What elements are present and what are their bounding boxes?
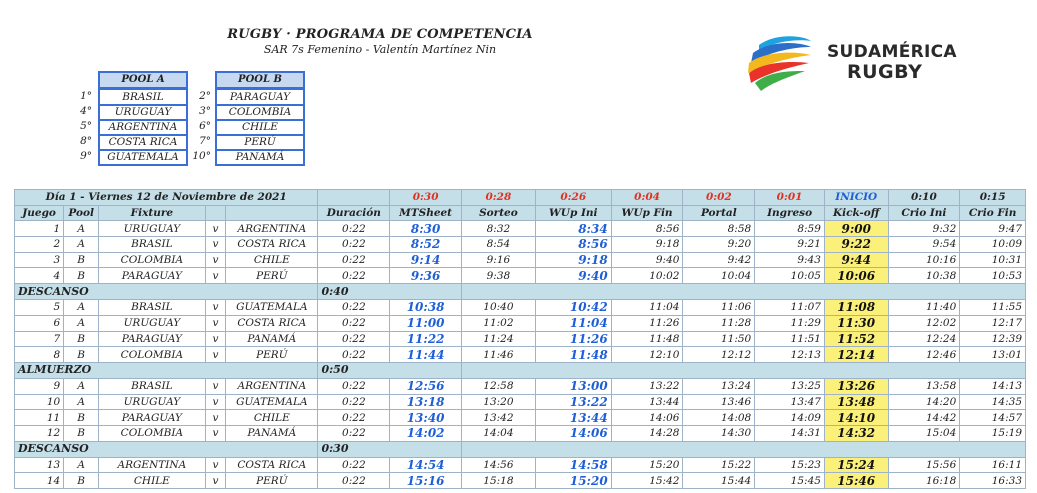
wup-ini-time: 10:42 [535,300,611,316]
portal-time: 8:58 [683,221,755,237]
seed: 1° [80,90,92,102]
home-team: CHILE [99,473,206,489]
sorteo-time: 8:32 [462,221,536,237]
mtsheet-time: 11:00 [390,315,462,331]
column-header: Duración [318,205,390,221]
game-pool: B [64,347,99,363]
crio-fin-time: 13:01 [960,347,1026,363]
header-spacer [318,190,390,206]
wup-fin-time: 9:40 [611,252,683,268]
away-team: COSTA RICA [226,315,318,331]
logo-text-2: RUGBY [847,61,923,83]
crio-fin-time: 14:13 [960,378,1026,394]
sorteo-time: 8:54 [462,237,536,253]
vs-label: v [205,252,226,268]
break-fill [462,441,1026,457]
kickoff-time: 13:48 [824,394,888,410]
wup-ini-time: 14:58 [535,457,611,473]
away-team: PANAMÁ [226,425,318,441]
game-pool: A [64,378,99,394]
break-fill [462,362,1026,378]
wup-fin-time: 11:48 [611,331,683,347]
duration: 0:22 [318,237,390,253]
break-fill [462,284,1026,300]
sorteo-time: 11:46 [462,347,536,363]
break-row [15,441,1026,457]
wup-fin-time: 11:04 [611,300,683,316]
crio-fin-time: 10:09 [960,237,1026,253]
duration: 0:22 [318,473,390,489]
vs-label: v [205,394,226,410]
day-header-row [15,190,1026,206]
seed: 9° [80,150,92,162]
duration: 0:22 [318,300,390,316]
crio-ini-time: 14:42 [888,410,960,426]
game-row [15,252,1026,268]
portal-time: 10:04 [683,268,755,284]
seed: 5° [80,120,92,132]
game-pool: A [64,221,99,237]
crio-fin-time: 10:53 [960,268,1026,284]
home-team: PARAGUAY [99,331,206,347]
game-number: 10 [15,394,64,410]
vs-label: v [205,300,226,316]
game-pool: B [64,410,99,426]
mtsheet-time: 14:54 [390,457,462,473]
game-number: 3 [15,252,64,268]
portal-time: 13:24 [683,378,755,394]
seed: 6° [199,120,211,132]
game-pool: B [64,252,99,268]
game-number: 1 [15,221,64,237]
column-header: Portal [683,205,755,221]
wup-ini-time: 11:48 [535,347,611,363]
portal-time: 14:08 [683,410,755,426]
game-pool: A [64,315,99,331]
offset-cell: 0:10 [888,190,960,206]
column-header: Sorteo [462,205,536,221]
pool-team: BRASIL [98,89,188,106]
column-header [226,205,318,221]
kickoff-time: 11:30 [824,315,888,331]
wup-fin-time: 14:28 [611,425,683,441]
kickoff-time: 9:22 [824,237,888,253]
vs-label: v [205,410,226,426]
rugby-ball-icon [745,33,817,95]
wup-ini-time: 13:44 [535,410,611,426]
game-row [15,473,1026,489]
wup-ini-time: 13:22 [535,394,611,410]
away-team: CHILE [226,410,318,426]
game-pool: B [64,268,99,284]
vs-label: v [205,347,226,363]
mtsheet-time: 15:16 [390,473,462,489]
break-duration: 0:30 [318,441,462,457]
wup-ini-time: 13:00 [535,378,611,394]
crio-ini-time: 11:40 [888,300,960,316]
crio-fin-time: 14:57 [960,410,1026,426]
game-number: 2 [15,237,64,253]
wup-ini-time: 9:18 [535,252,611,268]
crio-ini-time: 10:16 [888,252,960,268]
home-team: BRASIL [99,300,206,316]
crio-ini-time: 15:04 [888,425,960,441]
pool-b-table [192,71,305,164]
home-team: ARGENTINA [99,457,206,473]
crio-ini-time: 12:46 [888,347,960,363]
home-team: URUGUAY [99,221,206,237]
offset-cell: 0:30 [390,190,462,206]
column-header: Kick-off [824,205,888,221]
away-team: GUATEMALA [226,300,318,316]
mtsheet-time: 13:40 [390,410,462,426]
mtsheet-time: 8:30 [390,221,462,237]
ingreso-time: 14:31 [755,425,825,441]
break-label: DESCANSO [15,284,318,300]
column-header-row [15,205,1026,221]
ingreso-time: 15:23 [755,457,825,473]
column-header: WUp Fin [611,205,683,221]
home-team: BRASIL [99,237,206,253]
offset-cell: 0:28 [462,190,536,206]
crio-ini-time: 13:58 [888,378,960,394]
crio-fin-time: 11:55 [960,300,1026,316]
home-team: URUGUAY [99,394,206,410]
crio-fin-time: 16:33 [960,473,1026,489]
sorteo-time: 9:16 [462,252,536,268]
document-title: RUGBY · PROGRAMA DE COMPETENCIA [227,27,533,42]
game-number: 9 [15,378,64,394]
wup-ini-time: 11:26 [535,331,611,347]
wup-fin-time: 14:06 [611,410,683,426]
crio-ini-time: 14:20 [888,394,960,410]
sorteo-time: 10:40 [462,300,536,316]
pool-team: CHILE [215,119,305,136]
game-number: 6 [15,315,64,331]
duration: 0:22 [318,268,390,284]
game-pool: B [64,331,99,347]
kickoff-time: 11:52 [824,331,888,347]
ingreso-time: 9:43 [755,252,825,268]
vs-label: v [205,331,226,347]
seed: 7° [199,135,211,147]
logo-text-1: SUDAMÉRICA [827,42,957,62]
offset-cell: 0:26 [535,190,611,206]
mtsheet-time: 9:14 [390,252,462,268]
ingreso-time: 11:07 [755,300,825,316]
pool-a-title: POOL A [98,71,188,89]
kickoff-time: 14:10 [824,410,888,426]
sorteo-time: 12:58 [462,378,536,394]
sorteo-time: 11:24 [462,331,536,347]
wup-fin-time: 8:56 [611,221,683,237]
game-pool: A [64,394,99,410]
offset-cell: 0:01 [755,190,825,206]
pool-b-title: POOL B [215,71,305,89]
portal-time: 12:12 [683,347,755,363]
portal-time: 11:28 [683,315,755,331]
crio-ini-time: 15:56 [888,457,960,473]
seed: 10° [192,150,211,162]
offset-cell: INICIO [824,190,888,206]
pool-team: COLOMBIA [215,104,305,121]
day-title: Día 1 - Viernes 12 de Noviembre de 2021 [15,190,318,206]
ingreso-time: 11:29 [755,315,825,331]
vs-label: v [205,315,226,331]
sorteo-time: 14:56 [462,457,536,473]
game-number: 5 [15,300,64,316]
duration: 0:22 [318,252,390,268]
away-team: ARGENTINA [226,378,318,394]
vs-label: v [205,378,226,394]
portal-time: 14:30 [683,425,755,441]
crio-ini-time: 16:18 [888,473,960,489]
wup-fin-time: 9:18 [611,237,683,253]
game-row [15,394,1026,410]
kickoff-time: 12:14 [824,347,888,363]
column-header [205,205,226,221]
home-team: PARAGUAY [99,268,206,284]
ingreso-time: 14:09 [755,410,825,426]
offset-cell: 0:15 [960,190,1026,206]
kickoff-time: 15:24 [824,457,888,473]
vs-label: v [205,221,226,237]
away-team: GUATEMALA [226,394,318,410]
home-team: URUGUAY [99,315,206,331]
mtsheet-time: 8:52 [390,237,462,253]
kickoff-time: 13:26 [824,378,888,394]
offset-cell: 0:04 [611,190,683,206]
crio-fin-time: 12:39 [960,331,1026,347]
game-number: 12 [15,425,64,441]
crio-ini-time: 9:54 [888,237,960,253]
game-number: 8 [15,347,64,363]
crio-ini-time: 10:38 [888,268,960,284]
seed: 2° [199,90,211,102]
column-header: Pool [64,205,99,221]
pool-team: ARGENTINA [98,119,188,136]
game-row [15,425,1026,441]
pool-team: GUATEMALA [98,149,188,166]
game-row [15,457,1026,473]
game-number: 13 [15,457,64,473]
sorteo-time: 14:04 [462,425,536,441]
kickoff-time: 14:32 [824,425,888,441]
duration: 0:22 [318,347,390,363]
wup-fin-time: 15:20 [611,457,683,473]
ingreso-time: 8:59 [755,221,825,237]
away-team: PERÚ [226,473,318,489]
break-row [15,362,1026,378]
kickoff-time: 9:00 [824,221,888,237]
game-row [15,347,1026,363]
break-label: ALMUERZO [15,362,318,378]
game-pool: B [64,473,99,489]
wup-ini-time: 14:06 [535,425,611,441]
mtsheet-time: 10:38 [390,300,462,316]
kickoff-time: 11:08 [824,300,888,316]
game-row [15,221,1026,237]
crio-ini-time: 12:24 [888,331,960,347]
ingreso-time: 9:21 [755,237,825,253]
away-team: PERÚ [226,268,318,284]
crio-ini-time: 12:02 [888,315,960,331]
game-row [15,410,1026,426]
ingreso-time: 15:45 [755,473,825,489]
sorteo-time: 9:38 [462,268,536,284]
pool-team: URUGUAY [98,104,188,121]
kickoff-time: 10:06 [824,268,888,284]
away-team: PANAMÁ [226,331,318,347]
crio-fin-time: 15:19 [960,425,1026,441]
wup-fin-time: 10:02 [611,268,683,284]
portal-time: 15:22 [683,457,755,473]
duration: 0:22 [318,457,390,473]
column-header: Juego [15,205,64,221]
portal-time: 15:44 [683,473,755,489]
wup-ini-time: 11:04 [535,315,611,331]
game-row [15,268,1026,284]
crio-fin-time: 12:17 [960,315,1026,331]
pool-team: PERÚ [215,134,305,151]
game-row [15,378,1026,394]
game-row [15,237,1026,253]
offset-cell: 0:02 [683,190,755,206]
game-row [15,300,1026,316]
wup-fin-time: 15:42 [611,473,683,489]
game-number: 14 [15,473,64,489]
game-row [15,331,1026,347]
home-team: COLOMBIA [99,425,206,441]
sudamerica-rugby-logo [745,33,970,95]
mtsheet-time: 13:18 [390,394,462,410]
home-team: PARAGUAY [99,410,206,426]
seed: 8° [80,135,92,147]
portal-time: 11:50 [683,331,755,347]
game-pool: B [64,425,99,441]
ingreso-time: 13:47 [755,394,825,410]
schedule-table [14,189,1026,489]
crio-ini-time: 9:32 [888,221,960,237]
vs-label: v [205,473,226,489]
duration: 0:22 [318,315,390,331]
crio-fin-time: 10:31 [960,252,1026,268]
column-header: MTSheet [390,205,462,221]
column-header: Crio Fin [960,205,1026,221]
portal-time: 9:42 [683,252,755,268]
vs-label: v [205,425,226,441]
portal-time: 13:46 [683,394,755,410]
duration: 0:22 [318,331,390,347]
wup-ini-time: 8:34 [535,221,611,237]
document-subtitle: SAR 7s Femenino - Valentín Martínez Nin [263,43,497,56]
mtsheet-time: 14:02 [390,425,462,441]
seed: 4° [80,105,92,117]
wup-fin-time: 11:26 [611,315,683,331]
break-duration: 0:50 [318,362,462,378]
crio-fin-time: 16:11 [960,457,1026,473]
wup-ini-time: 9:40 [535,268,611,284]
wup-fin-time: 12:10 [611,347,683,363]
away-team: PERÚ [226,347,318,363]
home-team: BRASIL [99,378,206,394]
home-team: COLOMBIA [99,252,206,268]
document-header [160,27,600,56]
vs-label: v [205,268,226,284]
duration: 0:22 [318,410,390,426]
crio-fin-time: 14:35 [960,394,1026,410]
break-label: DESCANSO [15,441,318,457]
mtsheet-time: 11:44 [390,347,462,363]
portal-time: 11:06 [683,300,755,316]
mtsheet-time: 12:56 [390,378,462,394]
pool-team: PARAGUAY [215,89,305,106]
away-team: COSTA RICA [226,237,318,253]
sorteo-time: 13:20 [462,394,536,410]
duration: 0:22 [318,394,390,410]
break-row [15,284,1026,300]
wup-fin-time: 13:44 [611,394,683,410]
wup-ini-time: 8:56 [535,237,611,253]
column-header: Crio Ini [888,205,960,221]
ingreso-time: 12:13 [755,347,825,363]
game-pool: A [64,300,99,316]
duration: 0:22 [318,378,390,394]
sorteo-time: 11:02 [462,315,536,331]
kickoff-time: 15:46 [824,473,888,489]
pool-a-table [80,71,188,164]
ingreso-time: 10:05 [755,268,825,284]
game-number: 11 [15,410,64,426]
break-duration: 0:40 [318,284,462,300]
game-number: 7 [15,331,64,347]
duration: 0:22 [318,425,390,441]
mtsheet-time: 11:22 [390,331,462,347]
duration: 0:22 [318,221,390,237]
crio-fin-time: 9:47 [960,221,1026,237]
vs-label: v [205,457,226,473]
ingreso-time: 11:51 [755,331,825,347]
ingreso-time: 13:25 [755,378,825,394]
game-number: 4 [15,268,64,284]
game-pool: A [64,237,99,253]
vs-label: v [205,237,226,253]
pool-team: PANAMÁ [215,149,305,166]
seed: 3° [199,105,211,117]
game-pool: A [64,457,99,473]
portal-time: 9:20 [683,237,755,253]
sorteo-time: 15:18 [462,473,536,489]
column-header: Fixture [99,205,206,221]
wup-ini-time: 15:20 [535,473,611,489]
sorteo-time: 13:42 [462,410,536,426]
wup-fin-time: 13:22 [611,378,683,394]
away-team: ARGENTINA [226,221,318,237]
column-header: Ingreso [755,205,825,221]
game-row [15,315,1026,331]
column-header: WUp Ini [535,205,611,221]
pool-team: COSTA RICA [98,134,188,151]
away-team: CHILE [226,252,318,268]
kickoff-time: 9:44 [824,252,888,268]
away-team: COSTA RICA [226,457,318,473]
home-team: COLOMBIA [99,347,206,363]
mtsheet-time: 9:36 [390,268,462,284]
